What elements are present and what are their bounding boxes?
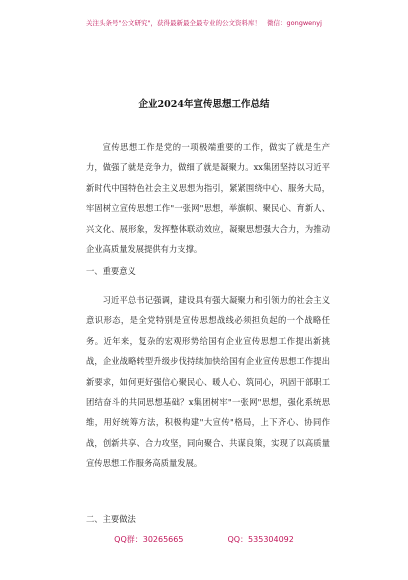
footer-contact: [0, 534, 408, 545]
footer-qq-number: QQ：535304092: [227, 535, 294, 544]
header-banner: [0, 18, 408, 27]
section-heading-1: 一、重要意义: [86, 266, 136, 276]
intro-paragraph: 宣传思想工作是党的一项极端重要的工作，做实了就是生产力，做强了就是竞争力，做细了就是凝聚力。xx集团坚持以习近平新时代中国特色社会主义思想为指引，紧紧围绕中心、服务大局，牢固树立宣传思想工作"一张网"思想，举旗帜、聚民心、育新人、兴文化、展形象，发挥整体联动效应，凝聚思想强大合力，为推动企业高质量发展提供有力支撑。: [86, 142, 330, 255]
section-1-paragraph: 习近平总书记强调，建设具有强大凝聚力和引领力的社会主义意识形态，是全党特别是宣传思想战线必须担负起的一个战略任务。近年来，复杂的宏观形势给国有企业宣传思想工作提出新挑战，企业战略转型升级步伐持续加快给国有企业宣传思想工作提出新要求，如何更好强信心聚民心、暖人心、筑同心，巩固干部职工团结奋斗的共同思想基础？x集团树牢"一张网"思想，强化系统思维，用好统筹方法，积极构建"大宣传"格局，上下齐心、协同作战，创新共享、合力攻坚，同向聚合、共谋良策，实现了以高质量宣传思想工作服务高质量发展。: [86, 295, 330, 469]
document-title: 企业2024年宣传思想工作总结: [138, 99, 270, 110]
section-heading-2: 二、主要做法: [86, 514, 136, 524]
footer-qq-group: QQ群：30265665: [114, 535, 184, 544]
banner-wechat-text: 微信：gongwenyj: [267, 19, 322, 27]
banner-promo-text: 关注头条号"公文研究"，获得最新最全最专业的公文资料库！: [86, 19, 262, 27]
